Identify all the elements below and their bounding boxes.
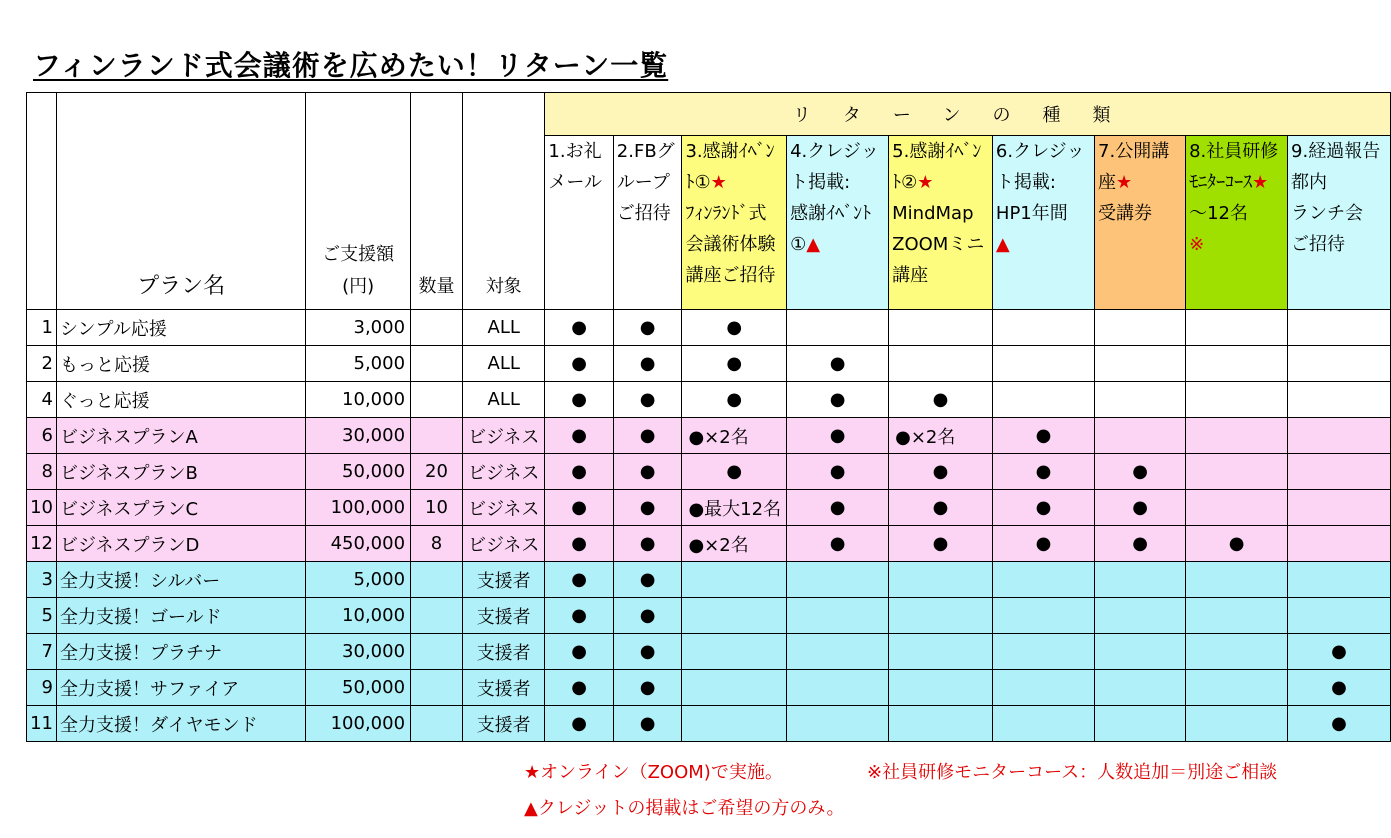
target: 支援者 <box>462 706 544 742</box>
return-cell-8 <box>1186 346 1288 382</box>
amount: 3,000 <box>306 310 411 346</box>
return-cell-5: ● <box>889 490 993 526</box>
row-number: 4 <box>27 382 57 418</box>
return-cell-2: ● <box>613 706 682 742</box>
return-cell-3: ●×2名 <box>682 418 787 454</box>
quantity: 20 <box>411 454 463 490</box>
return-type-header-1 <box>545 136 613 310</box>
amount: 10,000 <box>306 382 411 418</box>
return-cell-3 <box>682 634 787 670</box>
returns-types-header <box>545 93 1391 136</box>
row-number: 2 <box>27 346 57 382</box>
return-cell-8 <box>1186 706 1288 742</box>
quantity: 10 <box>411 490 463 526</box>
return-cell-1: ● <box>545 598 613 634</box>
return-type-line: 会議術体験 <box>685 234 776 255</box>
return-type-line <box>996 229 1091 260</box>
return-type-line <box>1189 229 1284 260</box>
return-cell-7: ● <box>1095 490 1186 526</box>
table-row <box>27 526 1391 562</box>
return-type-header-8 <box>1186 136 1288 310</box>
return-cell-7 <box>1095 418 1186 454</box>
return-cell-9: ● <box>1288 634 1391 670</box>
return-cell-9 <box>1288 526 1391 562</box>
return-cell-2: ● <box>613 346 682 382</box>
row-number: 7 <box>27 634 57 670</box>
return-cell-4 <box>787 670 889 706</box>
return-cell-4: ● <box>787 418 889 454</box>
return-type-line: 5.感謝ｲﾍﾞﾝ <box>892 141 982 162</box>
return-type-line: 1.お礼 <box>548 141 602 162</box>
return-cell-1: ● <box>545 382 613 418</box>
header-amount <box>306 93 411 310</box>
return-cell-7 <box>1095 310 1186 346</box>
return-cell-8 <box>1186 490 1288 526</box>
return-type-line: 7.公開講 <box>1098 141 1170 162</box>
return-cell-9 <box>1288 310 1391 346</box>
header-quantity: 数量 <box>411 93 463 310</box>
return-cell-3: ●最大12名 <box>682 490 787 526</box>
return-cell-7 <box>1095 706 1186 742</box>
amount: 50,000 <box>306 454 411 490</box>
return-cell-4: ● <box>787 490 889 526</box>
return-cell-9: ● <box>1288 670 1391 706</box>
return-cell-6 <box>992 310 1094 346</box>
return-type-line: 座★ <box>1098 172 1133 193</box>
return-cell-5: ● <box>889 382 993 418</box>
table-row <box>27 490 1391 526</box>
return-cell-8 <box>1186 454 1288 490</box>
return-cell-3: ● <box>682 382 787 418</box>
mark-triangle: ▲ <box>995 234 1010 255</box>
return-cell-7: ● <box>1095 526 1186 562</box>
target: ALL <box>462 346 544 382</box>
amount: 450,000 <box>306 526 411 562</box>
return-cell-3: ●×2名 <box>682 526 787 562</box>
return-type-line: 6.クレジッ <box>995 141 1085 162</box>
return-cell-1: ● <box>545 490 613 526</box>
return-cell-3 <box>682 706 787 742</box>
row-number: 5 <box>27 598 57 634</box>
header-target: 対象 <box>462 93 544 310</box>
return-type-line: ﾌｨﾝﾗﾝﾄﾞ式 <box>685 203 767 224</box>
return-cell-8 <box>1186 418 1288 454</box>
return-cell-4: ● <box>787 526 889 562</box>
return-cell-4 <box>787 634 889 670</box>
note-online: ★オンライン（ZOOM)で実施。 <box>524 762 783 783</box>
return-type-line: MindMap <box>892 203 974 224</box>
return-cell-8: ● <box>1186 526 1288 562</box>
return-cell-1: ● <box>545 706 613 742</box>
row-number: 3 <box>27 562 57 598</box>
return-type-line: 8.社員研修 <box>1189 141 1279 162</box>
return-cell-3: ● <box>682 310 787 346</box>
return-type-line: ZOOMミニ <box>892 234 985 255</box>
return-cell-4: ● <box>787 382 889 418</box>
return-cell-6 <box>992 346 1094 382</box>
returns-types-title: リターンの種類 <box>792 105 1143 126</box>
return-type-line: 4.クレジッ <box>790 141 879 162</box>
table-row <box>27 310 1391 346</box>
plan-name: もっと応援 <box>56 346 305 382</box>
return-cell-1: ● <box>545 526 613 562</box>
row-number: 6 <box>27 418 57 454</box>
return-cell-6 <box>992 382 1094 418</box>
return-type-header-6 <box>992 136 1094 310</box>
return-cell-2: ● <box>613 634 682 670</box>
table-row <box>27 670 1391 706</box>
target: ビジネス <box>462 418 544 454</box>
return-cell-3 <box>682 670 787 706</box>
table-row <box>27 382 1391 418</box>
table-row <box>27 562 1391 598</box>
return-cell-7 <box>1095 634 1186 670</box>
plan-name: 全力支援！プラチナ <box>56 634 305 670</box>
return-cell-1: ● <box>545 634 613 670</box>
return-type-line: 2.FBグ <box>616 141 675 162</box>
return-type-line: 9.経過報告 <box>1291 141 1381 162</box>
return-cell-8 <box>1186 562 1288 598</box>
return-cell-6: ● <box>992 454 1094 490</box>
return-type-line: ランチ会 <box>1291 203 1364 224</box>
mark-triangle: ▲ <box>806 234 821 255</box>
return-cell-9 <box>1288 598 1391 634</box>
return-cell-5 <box>889 598 993 634</box>
return-cell-1: ● <box>545 454 613 490</box>
mark-star: ★ <box>917 172 934 193</box>
target: 支援者 <box>462 670 544 706</box>
quantity <box>411 634 463 670</box>
return-cell-5 <box>889 670 993 706</box>
return-type-line: ①▲ <box>790 234 821 255</box>
return-type-line: ﾓﾆﾀｰｺｰｽ★ <box>1189 172 1269 193</box>
note-monitor: ※社員研修モニターコース：人数追加＝別途ご相談 <box>867 762 1278 783</box>
table-row <box>27 634 1391 670</box>
return-cell-9 <box>1288 418 1391 454</box>
return-type-line: ご招待 <box>1291 234 1346 255</box>
return-cell-1: ● <box>545 346 613 382</box>
row-number: 8 <box>27 454 57 490</box>
return-cell-6: ● <box>992 490 1094 526</box>
return-type-line: ト掲載: <box>790 172 851 193</box>
table-row <box>27 454 1391 490</box>
return-type-line: 講座 <box>892 265 929 286</box>
return-type-line: 受講券 <box>1098 203 1153 224</box>
plan-name: 全力支援！ゴールド <box>56 598 305 634</box>
return-type-line: ループ <box>616 172 670 193</box>
return-type-header-9 <box>1288 136 1391 310</box>
plan-name: 全力支援！シルバー <box>56 562 305 598</box>
quantity <box>411 382 463 418</box>
return-cell-4 <box>787 598 889 634</box>
return-cell-3 <box>682 598 787 634</box>
return-cell-2: ● <box>613 490 682 526</box>
plan-name: 全力支援！ダイヤモンド <box>56 706 305 742</box>
return-type-line: ﾄ②★ <box>892 172 934 193</box>
row-number: 10 <box>27 490 57 526</box>
header-plan-name: プラン名 <box>56 93 305 310</box>
return-cell-5: ●×2名 <box>889 418 993 454</box>
mark-note: ※ <box>1189 234 1205 255</box>
return-cell-8 <box>1186 634 1288 670</box>
return-cell-5: ● <box>889 454 993 490</box>
return-cell-1: ● <box>545 310 613 346</box>
return-cell-8 <box>1186 382 1288 418</box>
return-cell-6 <box>992 634 1094 670</box>
quantity <box>411 346 463 382</box>
return-cell-7 <box>1095 598 1186 634</box>
return-cell-2: ● <box>613 418 682 454</box>
return-cell-4 <box>787 310 889 346</box>
plan-name: ビジネスプランA <box>56 418 305 454</box>
return-cell-6: ● <box>992 418 1094 454</box>
return-cell-9 <box>1288 490 1391 526</box>
return-type-line: 都内 <box>1291 172 1328 193</box>
quantity <box>411 706 463 742</box>
quantity <box>411 310 463 346</box>
return-cell-3 <box>682 562 787 598</box>
return-cell-2: ● <box>613 382 682 418</box>
row-number: 9 <box>27 670 57 706</box>
target: ビジネス <box>462 490 544 526</box>
return-cell-1: ● <box>545 562 613 598</box>
target: ビジネス <box>462 454 544 490</box>
return-type-line: HP1年間 <box>995 203 1068 224</box>
return-type-line: 感謝ｲﾍﾞﾝﾄ <box>790 203 872 224</box>
plan-name: ビジネスプランD <box>56 526 305 562</box>
return-cell-5 <box>889 634 993 670</box>
return-cell-5 <box>889 310 993 346</box>
target: ALL <box>462 382 544 418</box>
table-row <box>27 346 1391 382</box>
return-cell-2: ● <box>613 598 682 634</box>
target: 支援者 <box>462 598 544 634</box>
return-cell-9 <box>1288 382 1391 418</box>
return-cell-5 <box>889 562 993 598</box>
return-type-header-2 <box>613 136 682 310</box>
return-cell-2: ● <box>613 454 682 490</box>
return-cell-3: ● <box>682 454 787 490</box>
header-no-cell <box>27 93 57 310</box>
return-type-line: 3.感謝ｲﾍﾞﾝ <box>685 141 775 162</box>
amount: 100,000 <box>306 706 411 742</box>
return-type-line: ご招待 <box>616 203 671 224</box>
quantity <box>411 418 463 454</box>
return-cell-4 <box>787 562 889 598</box>
header-amount-line1: ご支援額 <box>322 244 395 265</box>
return-cell-7 <box>1095 670 1186 706</box>
amount: 100,000 <box>306 490 411 526</box>
amount: 30,000 <box>306 418 411 454</box>
return-type-header-7 <box>1095 136 1186 310</box>
amount: 30,000 <box>306 634 411 670</box>
quantity: 8 <box>411 526 463 562</box>
row-number: 12 <box>27 526 57 562</box>
return-cell-3: ● <box>682 346 787 382</box>
return-cell-7 <box>1095 382 1186 418</box>
return-cell-5 <box>889 346 993 382</box>
return-cell-2: ● <box>613 670 682 706</box>
target: 支援者 <box>462 562 544 598</box>
quantity <box>411 670 463 706</box>
return-cell-6 <box>992 706 1094 742</box>
return-cell-4 <box>787 706 889 742</box>
return-type-line: ト掲載: <box>995 172 1056 193</box>
target: 支援者 <box>462 634 544 670</box>
table-row <box>27 418 1391 454</box>
return-cell-7: ● <box>1095 454 1186 490</box>
return-cell-9 <box>1288 562 1391 598</box>
return-type-line: 講座ご招待 <box>685 265 776 286</box>
return-type-header-5 <box>889 136 993 310</box>
amount: 10,000 <box>306 598 411 634</box>
mark-star: ★ <box>710 172 727 193</box>
amount: 5,000 <box>306 562 411 598</box>
quantity <box>411 562 463 598</box>
plan-name: シンプル応援 <box>56 310 305 346</box>
return-type-line: ～12名 <box>1189 203 1248 224</box>
return-cell-7 <box>1095 346 1186 382</box>
return-cell-2: ● <box>613 526 682 562</box>
target: ALL <box>462 310 544 346</box>
table-row <box>27 706 1391 742</box>
row-number: 11 <box>27 706 57 742</box>
mark-star: ★ <box>1252 172 1269 193</box>
amount: 5,000 <box>306 346 411 382</box>
return-cell-6 <box>992 598 1094 634</box>
plan-name: ビジネスプランB <box>56 454 305 490</box>
return-cell-4: ● <box>787 454 889 490</box>
return-cell-8 <box>1186 310 1288 346</box>
quantity <box>411 598 463 634</box>
return-cell-6: ● <box>992 526 1094 562</box>
return-cell-8 <box>1186 670 1288 706</box>
return-type-header-4 <box>787 136 889 310</box>
return-type-header-3 <box>682 136 787 310</box>
plan-name: ぐっと応援 <box>56 382 305 418</box>
return-cell-9 <box>1288 454 1391 490</box>
return-type-line: メール <box>548 172 603 193</box>
return-cell-5 <box>889 706 993 742</box>
return-cell-1: ● <box>545 418 613 454</box>
return-cell-2: ● <box>613 562 682 598</box>
return-cell-5: ● <box>889 526 993 562</box>
return-cell-6 <box>992 670 1094 706</box>
return-cell-7 <box>1095 562 1186 598</box>
return-cell-6 <box>992 562 1094 598</box>
page-title: フィンランド式会議術を広めたい！リターン一覧 <box>33 49 669 82</box>
row-number: 1 <box>27 310 57 346</box>
amount: 50,000 <box>306 670 411 706</box>
returns-table <box>26 92 1391 742</box>
header-amount-line2: (円) <box>342 276 375 297</box>
plan-name: ビジネスプランC <box>56 490 305 526</box>
target: ビジネス <box>462 526 544 562</box>
plan-name: 全力支援！サファイア <box>56 670 305 706</box>
table-row <box>27 598 1391 634</box>
return-cell-4: ● <box>787 346 889 382</box>
note-credit: ▲クレジットの掲載はご希望の方のみ。 <box>524 798 845 819</box>
return-cell-2: ● <box>613 310 682 346</box>
return-type-line: ﾄ①★ <box>685 172 727 193</box>
return-cell-9: ● <box>1288 706 1391 742</box>
return-cell-9 <box>1288 346 1391 382</box>
mark-star: ★ <box>1116 172 1133 193</box>
return-cell-8 <box>1186 598 1288 634</box>
return-cell-1: ● <box>545 670 613 706</box>
